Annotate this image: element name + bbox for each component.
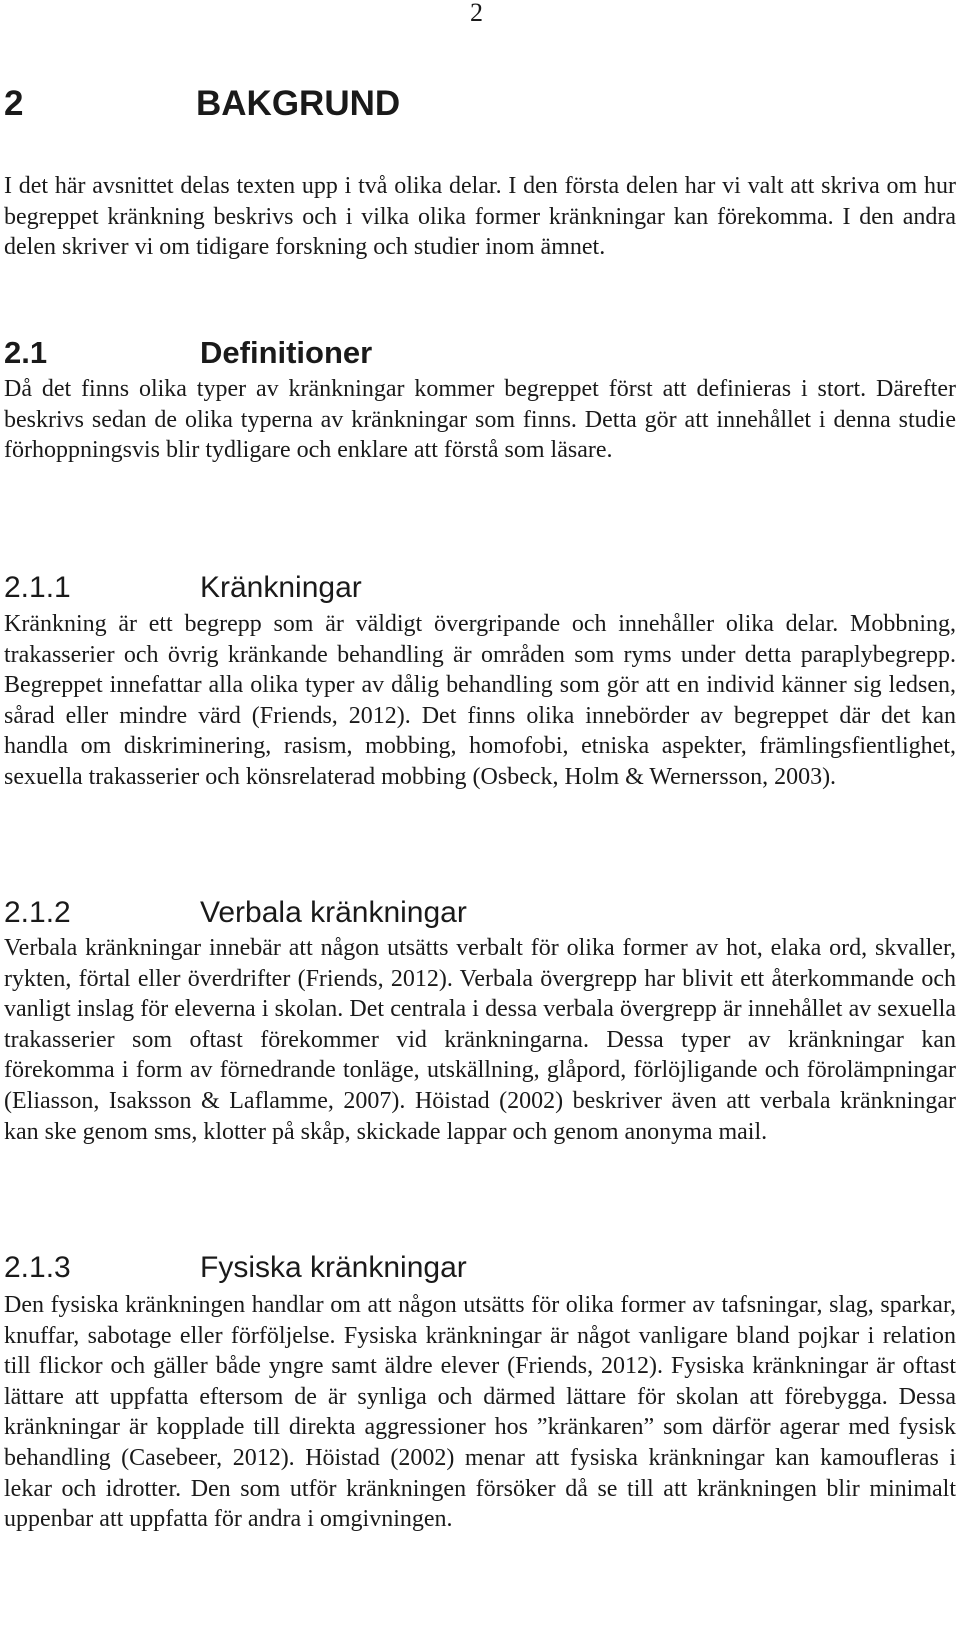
section-paragraph-fysiska-krankningar: Den fysiska kränkningen handlar om att någon utsätts för olika former av tafsningar, slag, sparkar, knuffar, sabotage eller förföljelse. Fysiska kränkningar är något vanligare bland pojkar i relation till flickor och gäller både yngre samt äldre elever (Friends, 2012). Fysiska kränkningar är oftast lättare att uppfatta eftersom de är synliga och därmed lättare för skolan att förebygga. Dessa kränkningar är kopplade till direkta aggressioner hos ”kränkaren” som därför agerar med fysisk behandling (Casebeer, 2012). Höistad (2002) menar att fysiska kränkningar kan kamoufleras i lekar och idrotter. Den som utför kränkningen försöker då se till att kränkningen blir minimalt uppenbar att uppfatta för andra i omgivningen. (4, 1292, 956, 1533)
section-paragraph-krankningar: Kränkning är ett begrepp som är väldigt övergripande och innehåller olika delar. Mobbning, trakasserier och övrig kränkande behandling är områden som ryms under detta paraplybegrepp. Begreppet innefattar alla olika typer av dålig behandling som gör att en individ känner sig ledsen, sårad eller mindre värd (Friends, 2012). Det finns olika innebörder av begreppet där det kan handla om diskriminering, rasism, mobbing, homofobi, etniska aspekter, främlingsfientlighet, sexuella trakasserier och könsrelaterad mobbing (Osbeck, Holm & Wernersson, 2003). (4, 611, 956, 790)
section-number: 2.1.1 (4, 571, 71, 604)
section-title: Kränkningar (200, 571, 362, 604)
section-heading-krankningar (4, 568, 362, 608)
section-heading-verbala-krankningar (4, 893, 467, 933)
chapter-intro-paragraph: I det här avsnittet delas texten upp i två olika delar. I den första delen har vi valt att skriva om hur begreppet kränkning beskrivs och i vilka olika former kränkningar kan förekomma. I den andra delen skriver vi om tidigare forskning och studier inom ämnet. (4, 173, 956, 261)
page-number: 2 (470, 0, 483, 27)
chapter-title: BAKGRUND (196, 84, 401, 123)
chapter-number: 2 (4, 84, 24, 123)
section-title: Verbala kränkningar (200, 896, 467, 929)
section-heading-definitioner (4, 333, 372, 373)
section-title: Fysiska kränkningar (200, 1251, 467, 1284)
section-paragraph-verbala-krankningar: Verbala kränkningar innebär att någon utsätts verbalt för olika former av hot, elaka ord, skvaller, rykten, förtal eller överdrifter (Friends, 2012). Verbala övergrepp har blivit ett återkommande och vanligt inslag för eleverna i skolan. Det centrala i dessa verbala övergrepp är innehållet av sexuella trakasserier som oftast förekommer vid kränkningarna. Dessa typer av kränkningar kan förekomma i form av förnedrande tonläge, utskällning, glåpord, förlöjligande och förolämpningar (Eliasson, Isaksson & Laflamme, 2007). Höistad (2002) beskriver även att verbala kränkningar kan ske genom sms, klotter på skåp, skickade lappar och genom anonyma mail. (4, 935, 956, 1145)
section-paragraph-definitioner: Då det finns olika typer av kränkningar kommer begreppet först att definieras i stort. Därefter beskrivs sedan de olika typerna av kränkningar som finns. Detta gör att innehållet i denna studie förhoppningsvis blir tydligare och enklare att förstå som läsare. (4, 376, 956, 464)
section-number: 2.1.2 (4, 896, 71, 929)
section-number: 2.1.3 (4, 1251, 71, 1284)
section-number: 2.1 (4, 335, 48, 370)
chapter-heading (4, 84, 400, 124)
section-heading-fysiska-krankningar (4, 1248, 467, 1288)
section-title: Definitioner (200, 335, 373, 370)
